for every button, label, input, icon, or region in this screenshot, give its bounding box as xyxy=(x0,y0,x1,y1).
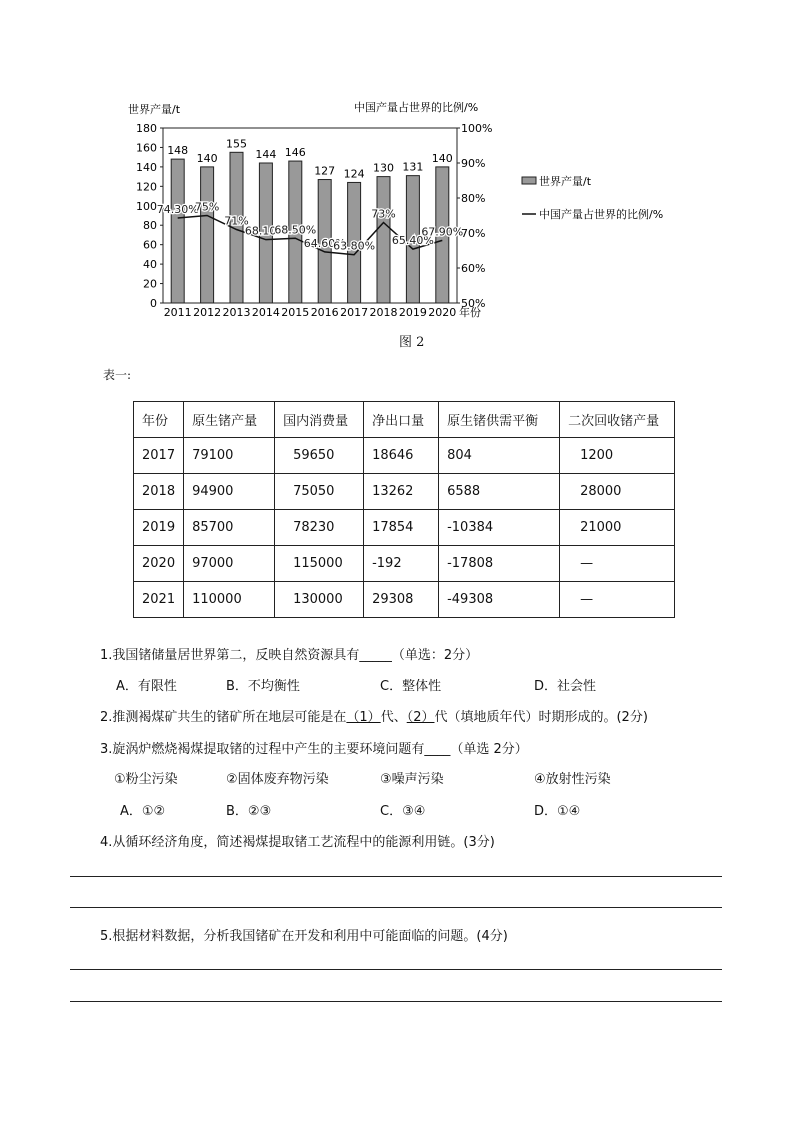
left-tick-label: 20 xyxy=(143,277,157,291)
line-value-label: 64.60% xyxy=(303,236,346,250)
table-row xyxy=(134,510,675,546)
table-cell: 85700 xyxy=(184,510,275,546)
line-value-label: 75% xyxy=(194,200,220,214)
answer-line[interactable] xyxy=(70,876,722,877)
table-cell: -49308 xyxy=(439,582,560,618)
bar-value-label: 144 xyxy=(255,148,277,161)
right-tick-label: 70% xyxy=(461,227,486,240)
line-value-label: 65.40% xyxy=(391,234,434,248)
x-tick-label: 2012 xyxy=(193,306,222,319)
right-tick-label: 60% xyxy=(461,262,486,275)
q2-mid: 代、 xyxy=(380,710,407,725)
q1-option-a[interactable]: A．有限性 xyxy=(116,679,177,694)
q3-option-b[interactable]: B．②③ xyxy=(226,804,272,819)
x-tick-label: 2015 xyxy=(281,306,310,319)
x-axis-suffix: 年份 xyxy=(459,306,481,319)
table-label: 表一: xyxy=(103,368,132,382)
table-cell: 94900 xyxy=(184,474,275,510)
question-2 xyxy=(100,706,648,725)
table-cell: 97000 xyxy=(184,546,275,582)
table-cell: 115000 xyxy=(275,546,364,582)
header-cell: 原生锗产量 xyxy=(184,402,275,438)
bar-value-label: 124 xyxy=(343,167,365,181)
table-row xyxy=(134,546,675,582)
x-tick-label: 2011 xyxy=(163,306,192,319)
line-value-label: 63.80% xyxy=(333,239,376,253)
bar-value-label: 127 xyxy=(314,164,336,178)
table-cell: 2017 xyxy=(134,438,184,474)
x-tick-label: 2020 xyxy=(428,306,457,319)
table-cell: 110000 xyxy=(184,582,275,618)
answer-line[interactable] xyxy=(70,969,722,970)
table-cell: 804 xyxy=(439,438,560,474)
header-cell: 年份 xyxy=(134,402,184,438)
legend-line-label: 中国产量占世界的比例/% xyxy=(539,208,664,221)
table-cell: — xyxy=(560,582,675,618)
line-value-label: 73% xyxy=(371,207,396,221)
table-cell: 78230 xyxy=(275,510,364,546)
q3-item-3: ③噪声污染 xyxy=(380,772,444,787)
q1-option-c[interactable]: C．整体性 xyxy=(380,679,442,694)
left-tick-label: 160 xyxy=(136,141,157,155)
q3-item-4: ④放射性污染 xyxy=(534,772,611,787)
q3-option-c[interactable]: C．③④ xyxy=(380,804,426,819)
table-cell: 75050 xyxy=(275,474,364,510)
left-tick-label: 60 xyxy=(143,238,157,252)
table-cell: 28000 xyxy=(560,474,675,510)
bar-value-label: 140 xyxy=(196,151,218,165)
table-header-row xyxy=(134,402,675,438)
table-cell: 79100 xyxy=(184,438,275,474)
header-cell: 二次回收锗产量 xyxy=(560,402,675,438)
q2-blank-1[interactable]: （1） xyxy=(346,710,381,725)
table-cell: 6588 xyxy=(439,474,560,510)
q3-option-a[interactable]: A．①② xyxy=(120,804,166,819)
bar-value-label: 131 xyxy=(402,160,424,174)
header-cell: 原生锗供需平衡 xyxy=(439,402,560,438)
x-tick-label: 2019 xyxy=(398,306,427,319)
table-cell: 1200 xyxy=(560,438,675,474)
q2-suffix: 代（填地质年代）时期形成的。(2分) xyxy=(434,710,648,725)
line-value-label: 71% xyxy=(224,214,249,228)
table-cell: -10384 xyxy=(439,510,560,546)
right-tick-label: 80% xyxy=(461,192,486,205)
table-cell: -17808 xyxy=(439,546,560,582)
bar xyxy=(377,177,390,303)
q3-item-1: ①粉尘污染 xyxy=(114,772,178,787)
bar xyxy=(201,167,214,303)
right-tick-label: 100% xyxy=(461,122,493,135)
q2-prefix: 2.推测褐煤矿共生的锗矿所在地层可能是在 xyxy=(100,710,347,725)
line-value-label: 67.90% xyxy=(421,225,464,239)
q1-option-d[interactable]: D．社会性 xyxy=(534,679,597,694)
table-cell: 59650 xyxy=(275,438,364,474)
right-tick-label: 50% xyxy=(461,297,486,310)
table-row xyxy=(134,582,675,618)
line-value-label: 68.10% xyxy=(244,224,287,238)
x-tick-label: 2016 xyxy=(310,306,339,319)
left-axis-title: 世界产量/t xyxy=(128,103,181,116)
answer-line[interactable] xyxy=(70,1001,722,1002)
table-cell: 18646 xyxy=(364,438,439,474)
x-tick-label: 2018 xyxy=(369,306,398,319)
header-cell: 国内消费量 xyxy=(275,402,364,438)
left-tick-label: 100 xyxy=(136,199,157,213)
table-row xyxy=(134,438,675,474)
table-cell: 17854 xyxy=(364,510,439,546)
legend xyxy=(522,174,663,221)
question-1: 1.我国锗储量居世界第二，反映自然资源具有_____（单选：2分） xyxy=(100,648,479,663)
table-cell: 29308 xyxy=(364,582,439,618)
table-cell: 2020 xyxy=(134,546,184,582)
line-value-label: 68.50% xyxy=(274,223,317,237)
question-5: 5.根据材料数据，分析我国锗矿在开发和利用中可能面临的问题。(4分) xyxy=(100,929,508,944)
table-cell: 2021 xyxy=(134,582,184,618)
bar-value-label: 146 xyxy=(284,146,306,160)
legend-bar-swatch xyxy=(522,177,536,184)
answer-line[interactable] xyxy=(70,907,722,908)
table-cell: 21000 xyxy=(560,510,675,546)
bar-value-label: 140 xyxy=(431,151,453,165)
question-3: 3.旋涡炉燃烧褐煤提取锗的过程中产生的主要环境问题有____（单选 2分） xyxy=(100,742,528,757)
left-tick-label: 180 xyxy=(136,122,157,135)
right-tick-label: 90% xyxy=(461,157,486,170)
q1-option-b[interactable]: B．不均衡性 xyxy=(226,679,300,694)
right-axis-title: 中国产量占世界的比例/% xyxy=(354,101,479,114)
left-tick-label: 0 xyxy=(150,297,157,310)
left-tick-label: 40 xyxy=(143,258,157,272)
table-cell: 130000 xyxy=(275,582,364,618)
header-cell: 净出口量 xyxy=(364,402,439,438)
bar-value-label: 155 xyxy=(226,137,247,151)
table-cell: -192 xyxy=(364,546,439,582)
table-cell: 13262 xyxy=(364,474,439,510)
x-tick-label: 2013 xyxy=(222,306,251,319)
q2-blank-2[interactable]: （2） xyxy=(406,710,435,725)
q3-option-d[interactable]: D．①④ xyxy=(534,804,581,819)
figure-caption: 图 2 xyxy=(399,335,425,350)
table-cell: — xyxy=(560,546,675,582)
table-row xyxy=(134,474,675,510)
legend-bar-label: 世界产量/t xyxy=(539,175,592,188)
x-tick-label: 2014 xyxy=(251,306,280,319)
q3-item-2: ②固体废弃物污染 xyxy=(226,772,329,787)
left-tick-label: 120 xyxy=(136,180,157,194)
question-4: 4.从循环经济角度，简述褐煤提取锗工艺流程中的能源利用链。(3分) xyxy=(100,835,495,850)
germanium-table xyxy=(133,401,675,618)
table-cell: 2019 xyxy=(134,510,184,546)
line-value-label: 74.30% xyxy=(156,202,199,216)
bar xyxy=(171,159,184,303)
left-tick-label: 140 xyxy=(136,160,157,174)
bar-value-label: 148 xyxy=(167,144,189,158)
x-tick-label: 2017 xyxy=(340,306,369,319)
left-tick-label: 80 xyxy=(143,219,157,233)
production-chart xyxy=(0,0,794,350)
bar-value-label: 130 xyxy=(373,161,394,175)
table-cell: 2018 xyxy=(134,474,184,510)
